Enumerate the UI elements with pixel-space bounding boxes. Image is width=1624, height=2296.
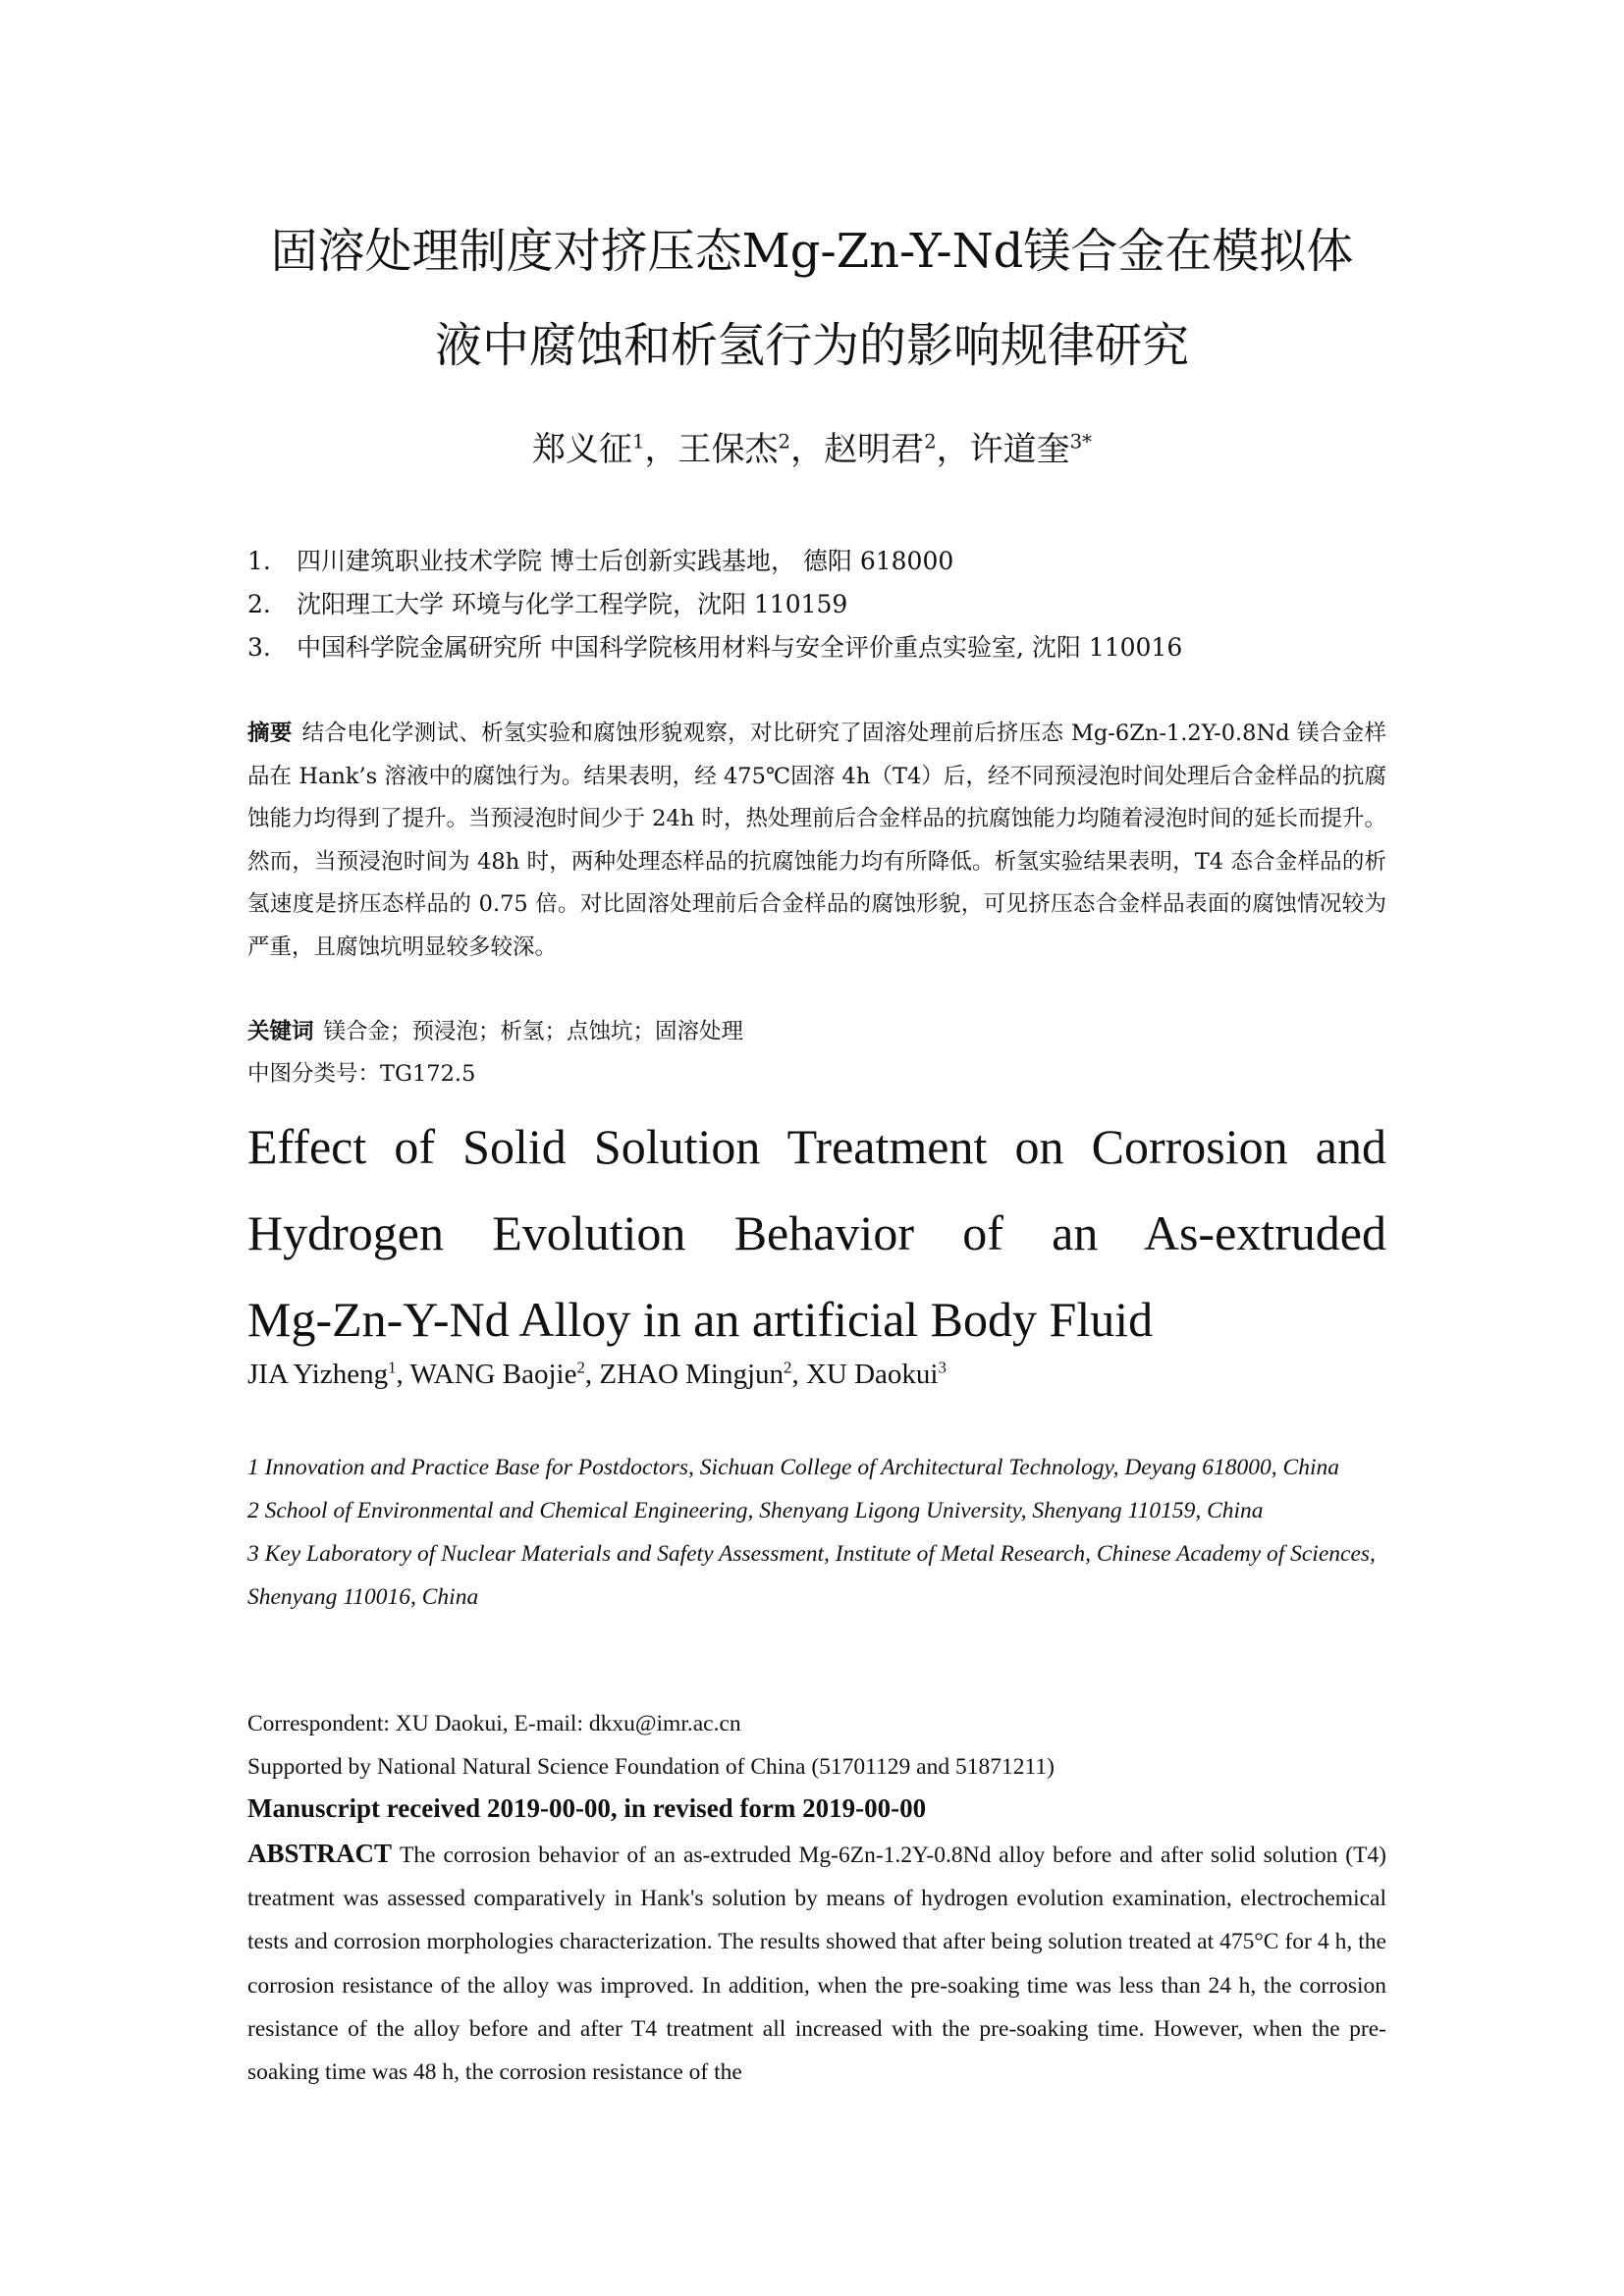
author-name: 许道奎 (969, 430, 1070, 469)
chinese-abstract-label: 摘要 (247, 721, 293, 746)
affiliation-number: 1. (247, 547, 271, 575)
affiliation-item (247, 540, 1182, 583)
affiliation-item (247, 626, 1182, 669)
chinese-author-list (196, 422, 1428, 470)
affiliation-item (247, 583, 1182, 626)
funding-line: Supported by National Natural Science Foundation of China (51701129 and 51871211) (247, 1754, 1055, 1780)
correspondent-line: Correspondent: XU Daokui, E-mail: dkxu@imr.ac.cn (247, 1711, 741, 1736)
english-title-line-2: Hydrogen Evolution Behavior of an As-extruded (247, 1205, 1386, 1260)
affiliation-number: 2. (247, 590, 271, 618)
affiliation-text: 四川建筑职业技术学院 博士后创新实践基地， 德阳 618000 (297, 547, 954, 575)
chinese-title-line-2: 液中腐蚀和析氢行为的影响规律研究 (434, 318, 1189, 373)
author-name: 赵明君 (824, 430, 925, 469)
english-abstract-text: The corrosion behavior of an as-extruded Mg-6Zn-1.2Y-0.8Nd alloy before and after solid solution (T4) treatment was assessed comparatively in Hank's solution by means of hydrogen evolution examination, electrochemical tests and corrosion morphologies characterization. The results showed that after being solution treated at 475°C for 4 h, the corrosion resistance of the alloy was improved. In addition, when the pre-soaking time was less than 24 h, the corrosion resistance of the alloy before and after T4 treatment all increased with the pre-soaking time. However, when the pre-soaking time was 48 h, the corrosion resistance of the (247, 1842, 1386, 2086)
author-name: ZHAO Mingjun (599, 1359, 785, 1390)
chinese-title (196, 204, 1428, 393)
author-separator: ， (644, 430, 678, 469)
author-name: XU Daokui (805, 1359, 939, 1390)
author-affiliation-mark: 2 (784, 1358, 792, 1377)
affiliation-number: 3. (247, 633, 271, 662)
english-author-list (247, 1359, 947, 1391)
author-affiliation-mark: 3 (938, 1358, 947, 1377)
author-affiliation-mark: 2 (778, 430, 791, 454)
author-affiliation-mark: 1 (631, 430, 645, 454)
author-separator: ， (936, 430, 970, 469)
classification-number: 中图分类号：TG172.5 (247, 1061, 476, 1087)
chinese-title-line-1: 固溶处理制度对挤压态Mg-Zn-Y-Nd镁合金在模拟体 (270, 224, 1354, 279)
author-affiliation-mark: 1 (388, 1358, 397, 1377)
english-abstract-label: ABSTRACT (247, 1839, 393, 1868)
author-separator: , (791, 1359, 806, 1390)
author-affiliation-mark: 3* (1069, 430, 1093, 454)
author-affiliation-mark: 2 (924, 430, 937, 454)
author-affiliation-mark: 2 (576, 1358, 585, 1377)
chinese-abstract (247, 713, 1386, 969)
author-name: JIA Yizheng (247, 1359, 389, 1390)
affiliation-item: 1 Innovation and Practice Base for Postdoctors, Sichuan College of Architectural Technology, Deyang 618000, China (247, 1455, 1339, 1480)
author-name: WANG Baojie (409, 1359, 577, 1390)
author-name: 郑义征 (531, 430, 632, 469)
english-title (247, 1103, 1386, 1362)
chinese-keywords (247, 1011, 743, 1054)
manuscript-received-line: Manuscript received 2019-00-00, in revised form 2019-00-00 (247, 1793, 927, 1823)
chinese-keywords-label: 关键词 (247, 1019, 314, 1044)
english-title-line-3: Mg-Zn-Y-Nd Alloy in an artificial Body Fluid (247, 1292, 1154, 1347)
affiliation-text: 沈阳理工大学 环境与化学工程学院，沈阳 110159 (297, 590, 848, 618)
english-abstract (247, 1832, 1386, 2094)
english-title-line-1: Effect of Solid Solution Treatment on Corrosion and (247, 1119, 1386, 1174)
author-separator: , (396, 1359, 410, 1390)
chinese-abstract-text: 结合电化学测试、析氢实验和腐蚀形貌观察，对比研究了固溶处理前后挤压态 Mg-6Zn-1.2Y-0.8Nd 镁合金样品在 Hank’s 溶液中的腐蚀行为。结果表明，经 475℃固溶 4h（T4）后，经不同预浸泡时间处理后合金样品的抗腐蚀能力均得到了提升。当预浸泡时间少于 24h 时，热处理前后合金样品的抗腐蚀能力均随着浸泡时间的延长而提升。然而，当预浸泡时间为 48h 时，两种处理态样品的抗腐蚀能力均有所降低。析氢实验结果表明，T4 态合金样品的析氢速度是挤压态样品的 0.75 倍。对比固溶处理前后合金样品的腐蚀形貌，可见挤压态合金样品表面的腐蚀情况较为严重，且腐蚀坑明显较多较深。 (247, 721, 1386, 960)
author-separator: , (584, 1359, 600, 1390)
affiliation-item: 2 School of Environmental and Chemical Engineering, Shenyang Ligong University, Shenyang 110159, China (247, 1498, 1264, 1523)
author-name: 王保杰 (677, 430, 779, 469)
chinese-keywords-text: 镁合金；预浸泡；析氢；点蚀坑；固溶处理 (323, 1019, 744, 1044)
chinese-affiliations (247, 540, 1182, 669)
affiliation-text: 中国科学院金属研究所 中国科学院核用材料与安全评价重点实验室, 沈阳 110016 (297, 633, 1183, 662)
author-separator: ， (790, 430, 825, 469)
english-affiliations (247, 1446, 1386, 1619)
affiliation-item: 3 Key Laboratory of Nuclear Materials and Safety Assessment, Institute of Metal Research, Chinese Academy of Sciences, Shenyang 110016, China (247, 1541, 1376, 1610)
